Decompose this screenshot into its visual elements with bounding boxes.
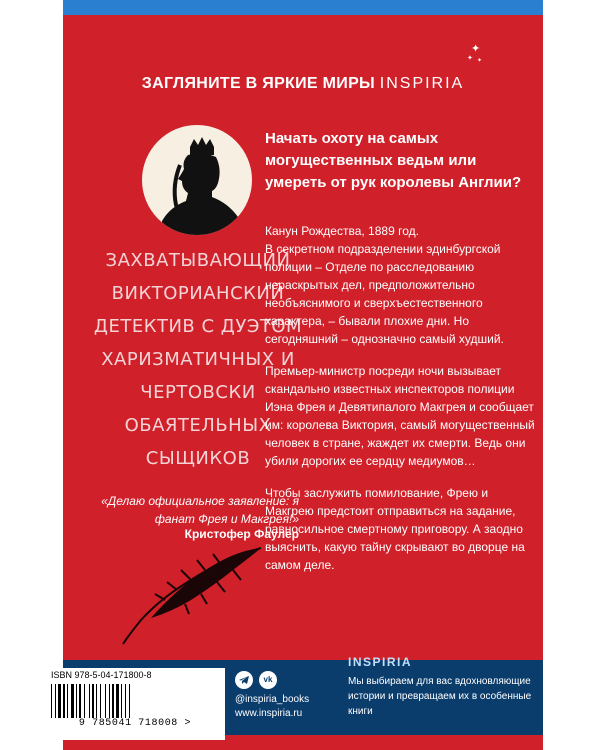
review-quote: «Делаю официальное заявление: я фанат Фрея и Макгрея!» bbox=[101, 494, 299, 526]
book-back-cover: ✦ ✦ ✦ ЗАГЛЯНИТЕ В ЯРКИЕ МИРЫ INSPIRIA Начать охоту на самых могущественных ведьм или умереть от рук королевы Англии? ЗАХВАТЫВАЮЩИЙ ВИКТОРИАНСКИЙ ДЕТЕКТИВ С ДУЭТОМ ХАРИЗМАТИЧНЫХ И ЧЕРТОВСКИ ОБАЯТЕЛЬНЫХ СЫЩИКОВ «Делаю официальное заявление: я фанат Фрея и Макгрея!» Кристофер Фаулер Канун Рождества, 1889 год. В секретном подразделении эдинбургской полиции – Отделе по расследованию нераскрытых дел, предположительно необъяснимого и сверхъестественного характера, – бывали плохие дни. Но сегодняшний – однозначно самый худший. Премьер-министр посреди ночи вызывает скандально известных инспекторов полиции Иэна Фрея и Девятипалого Макгрея и сообщает им: королева Виктория, самый могущественный человек в стране, жаждет их смерти. Ведь они убили дорогих ее сердцу медиумов… Чтобы заслужить помилование, Фрею и Макгрею предстоит отправиться на задание, равносильное смертному приговору. А заодно выяснить, какую тайну скрывают во дворце на самом деле. vk @inspiria_books www.inspiria.ru INSPIRIA Мы выбираем для вас вдохновляющие истории и превращаем их в особенные книги bbox=[63, 0, 543, 750]
social-links bbox=[235, 671, 355, 721]
description bbox=[265, 222, 535, 588]
telegram-icon[interactable] bbox=[235, 671, 253, 689]
publisher-brand: INSPIRIA bbox=[348, 655, 413, 669]
barcode-number: 9 785041 718008 > bbox=[78, 718, 192, 729]
tagline: ЗАХВАТЫВАЮЩИЙ ВИКТОРИАНСКИЙ ДЕТЕКТИВ С ДУЭТОМ ХАРИЗМАТИЧНЫХ И ЧЕРТОВСКИ ОБАЯТЕЛЬНЫХ СЫЩИКОВ bbox=[93, 250, 303, 469]
isbn: ISBN 978-5-04-171800-8 bbox=[51, 670, 152, 680]
series-banner bbox=[63, 75, 543, 93]
top-color-band bbox=[63, 0, 543, 15]
barcode-bars bbox=[51, 684, 169, 718]
quote-author: Кристофер Фаулер bbox=[184, 527, 299, 541]
barcode-panel bbox=[45, 668, 225, 740]
social-handle[interactable]: @inspiria_books bbox=[235, 694, 310, 705]
publisher-info bbox=[348, 655, 538, 719]
hook-question: Начать охоту на самых могущественных ведьм или умереть от рук королевы Англии? bbox=[265, 130, 522, 191]
feather-quill-icon bbox=[101, 540, 271, 650]
vk-label: vk bbox=[263, 675, 273, 684]
publisher-slogan: Мы выбираем для вас вдохновляющие истории и превращаем их в особенные книги bbox=[348, 676, 532, 717]
banner-brand: INSPIRIA bbox=[379, 75, 465, 92]
queen-silhouette-portrait bbox=[142, 125, 252, 235]
description-paragraph: Чтобы заслужить помилование, Фрею и Макгрею предстоит отправиться на задание, равносильное смертному приговору. А заодно выяснить, какую тайну скрывают во дворце на самом деле. bbox=[265, 486, 525, 572]
queen-silhouette-icon bbox=[142, 125, 252, 235]
vk-icon[interactable] bbox=[259, 671, 277, 689]
banner-text: ЗАГЛЯНИТЕ В ЯРКИЕ МИРЫ bbox=[141, 75, 376, 92]
description-paragraph: Канун Рождества, 1889 год. В секретном подразделении эдинбургской полиции – Отделе по расследованию нераскрытых дел, предположительно необъяснимого и сверхъестественного характера, – бывали плохие дни. Но сегодняшний – однозначно самый худший. bbox=[265, 224, 504, 346]
description-paragraph: Премьер-министр посреди ночи вызывает скандально известных инспекторов полиции Иэна Фрея и Девятипалого Макгрея и сообщает им: королева Виктория, самый могущественный человек в стране, жаждет их смерти. Ведь они убили дорогих ее сердцу медиумов… bbox=[265, 364, 535, 468]
website-link[interactable]: www.inspiria.ru bbox=[235, 708, 303, 719]
